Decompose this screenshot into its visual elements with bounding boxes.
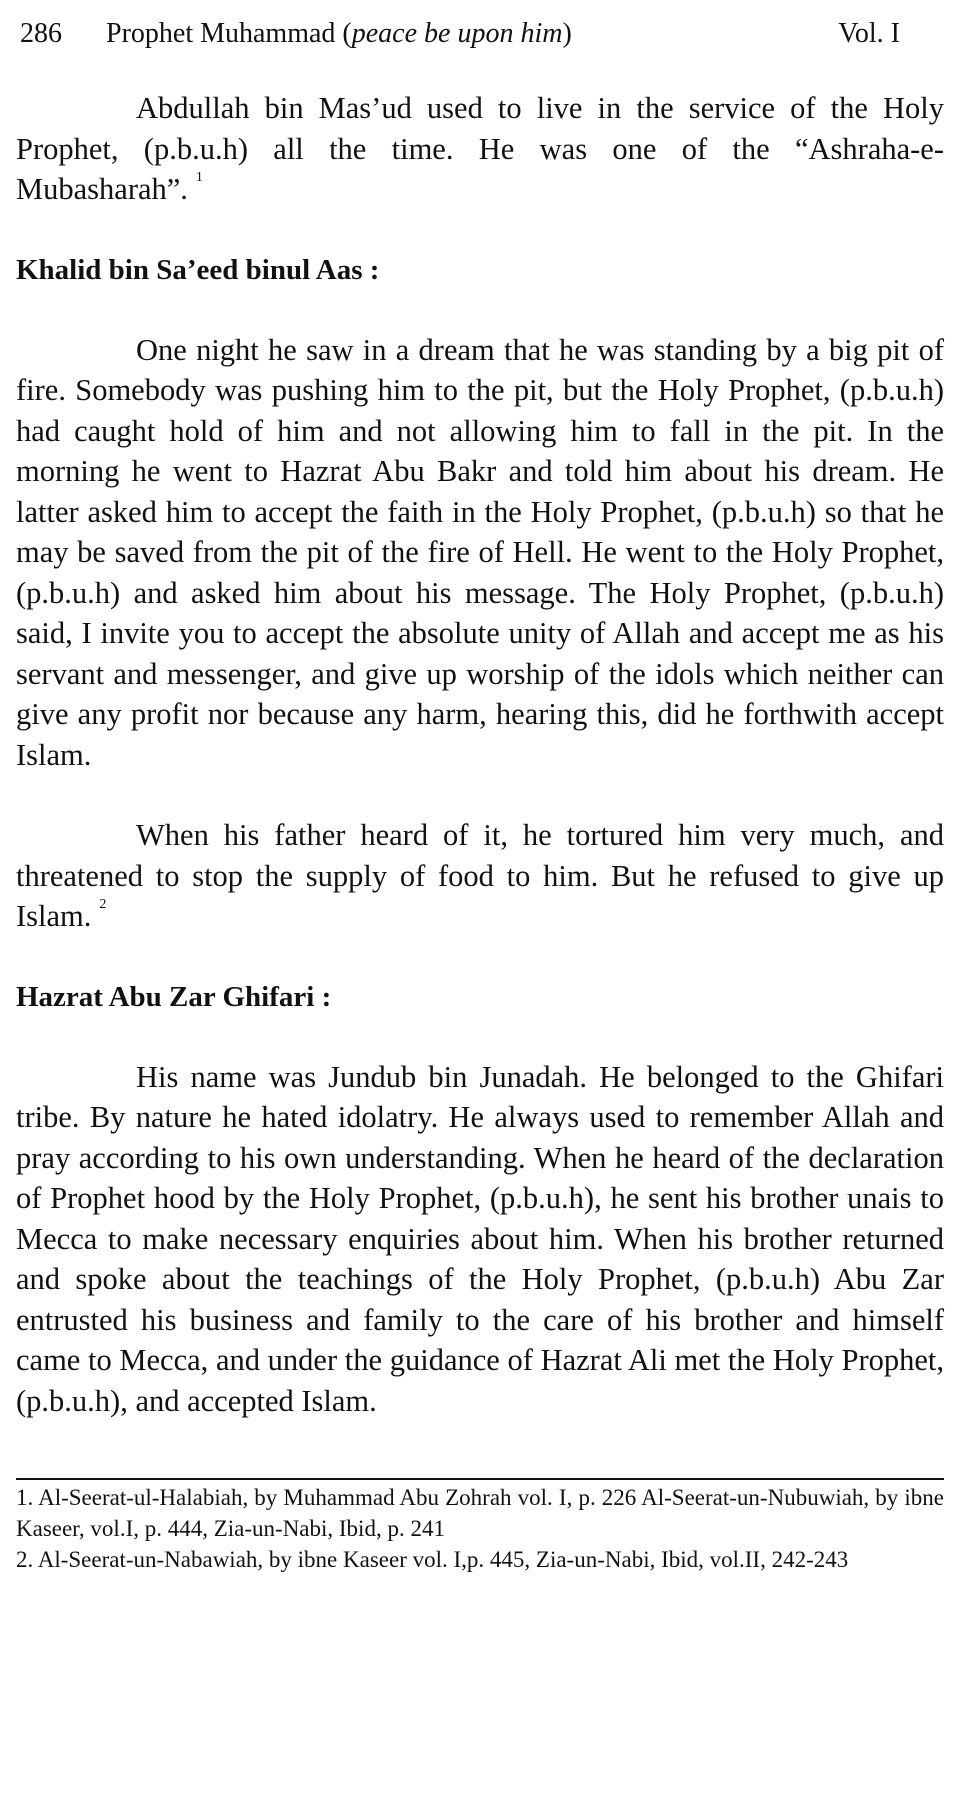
book-title-main: Prophet Muhammad — [106, 18, 336, 49]
spacer — [16, 775, 944, 815]
paragraph-father-text: When his father heard of it, he tortured him very much, and threatened to stop the supply of food to him. But he refused to give up Islam. — [16, 818, 944, 933]
page-content — [16, 88, 944, 1421]
book-title: Prophet Muhammad (peace be upon him) — [106, 18, 572, 49]
paragraph-father — [16, 815, 944, 937]
footnote-1: 1. Al-Seerat-ul-Halabiah, by Muhammad Abu Zohrah vol. I, p. 226 Al-Seerat-un-Nubuwiah, by ibne Kaseer, vol.I, p. 444, Zia-un-Nabi, Ibid, p. 241 — [16, 1485, 944, 1541]
footnote-ref-2: 2 — [99, 897, 107, 912]
spacer — [16, 210, 944, 250]
page-number: 286 — [20, 18, 62, 49]
spacer — [16, 937, 944, 977]
running-header — [16, 14, 944, 54]
paragraph-jundub: His name was Jundub bin Junadah. He belonged to the Ghifari tribe. By nature he hated idolatry. He always used to remember Allah and pray according to his own understanding. When he heard of the declaration of Prophet hood by the Holy Prophet, (p.b.u.h), he sent his brother unais to Mecca to make necessary enquiries about him. When his brother returned and spoke about the teachings of the Holy Prophet, (p.b.u.h) Abu Zar entrusted his business and family to the care of his brother and himself came to Mecca, and under the guidance of Hazrat Ali met the Holy Prophet, (p.b.u.h), and accepted Islam. — [16, 1059, 944, 1418]
footnote-ref-1: 1 — [195, 170, 203, 185]
spacer — [16, 1017, 944, 1057]
volume-label: Vol. I — [838, 18, 900, 49]
spacer — [16, 290, 944, 330]
paragraph-abdullah-text: Abdullah bin Mas’ud used to live in the service of the Holy Prophet, (p.b.u.h) all the time. He was one of the “Ashraha-e-Mubasharah”. — [16, 91, 944, 206]
section-heading-khalid: Khalid bin Sa’eed binul Aas : — [16, 253, 380, 286]
paragraph-dream: One night he saw in a dream that he was standing by a big pit of fire. Somebody was pushing him to the pit, but the Holy Prophet, (p.b.u.h) had caught hold of him and not allowing him to fall in the pit. In the morning he went to Hazrat Abu Bakr and told him about his dream. He latter asked him to accept the faith in the Holy Prophet, (p.b.u.h) so that he may be saved from the pit of the fire of Hell. He went to the Holy Prophet, (p.b.u.h) and asked him about his message. The Holy Prophet, (p.b.u.h) said, I invite you to accept the absolute unity of Allah and accept me as his servant and messenger, and give up worship of the idols which neither can give any profit nor because any harm, hearing this, did he forthwith accept Islam. — [16, 332, 944, 772]
footnotes — [16, 1478, 944, 1575]
footnote-2: 2. Al-Seerat-un-Nabawiah, by ibne Kaseer vol. I,p. 445, Zia-un-Nabi, Ibid, vol.II, 242-243 — [16, 1547, 849, 1572]
paragraph-abdullah — [16, 88, 944, 210]
section-heading-abu-zar: Hazrat Abu Zar Ghifari : — [16, 980, 332, 1013]
book-title-italic: peace be upon him — [351, 18, 563, 49]
